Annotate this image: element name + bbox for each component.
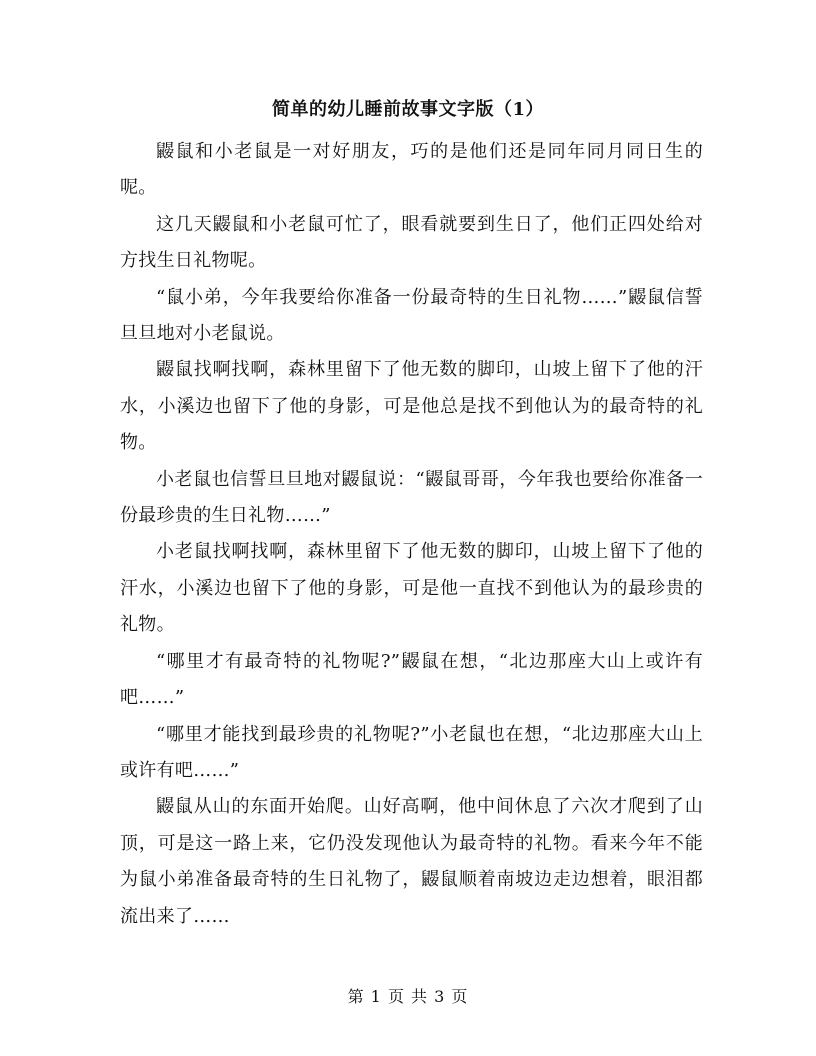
paragraph: 小老鼠也信誓旦旦地对鼹鼠说：“鼹鼠哥哥，今年我也要给你准备一份最珍贵的生日礼物……”	[120, 468, 703, 527]
paragraph: “哪里才有最奇特的礼物呢?”鼹鼠在想，“北边那座大山上或许有吧……”	[120, 650, 703, 709]
page-footer: 第 1 页 共 3 页	[347, 987, 469, 1006]
paragraph: 小老鼠找啊找啊，森林里留下了他无数的脚印，山坡上留下了他的汗水，小溪边也留下了他的身影，可是他一直找不到他认为的最珍贵的礼物。	[120, 541, 703, 636]
paragraph: 鼹鼠和小老鼠是一对好朋友，巧的是他们还是同年同月同日生的呢。	[120, 141, 703, 199]
document-body	[120, 134, 703, 935]
paragraph: “哪里才能找到最珍贵的礼物呢?”小老鼠也在想，“北边那座大山上或许有吧……”	[120, 723, 703, 781]
paragraph: “鼠小弟，今年我要给你准备一份最奇特的生日礼物……”鼹鼠信誓旦旦地对小老鼠说。	[120, 286, 703, 345]
paragraph: 鼹鼠找啊找啊，森林里留下了他无数的脚印，山坡上留下了他的汗水，小溪边也留下了他的身影，可是他总是找不到他认为的最奇特的礼物。	[120, 359, 703, 454]
paragraph: 鼹鼠从山的东面开始爬。山好高啊，他中间休息了六次才爬到了山顶，可是这一路上来，它仍没发现他认为最奇特的礼物。看来今年不能为鼠小弟准备最奇特的生日礼物了，鼹鼠顺着南坡边走边想着，眼泪都流出来了……	[120, 796, 703, 927]
paragraph: 这几天鼹鼠和小老鼠可忙了，眼看就要到生日了，他们正四处给对方找生日礼物呢。	[120, 213, 703, 272]
document-title: 简单的幼儿睡前故事文字版（1）	[271, 99, 545, 120]
